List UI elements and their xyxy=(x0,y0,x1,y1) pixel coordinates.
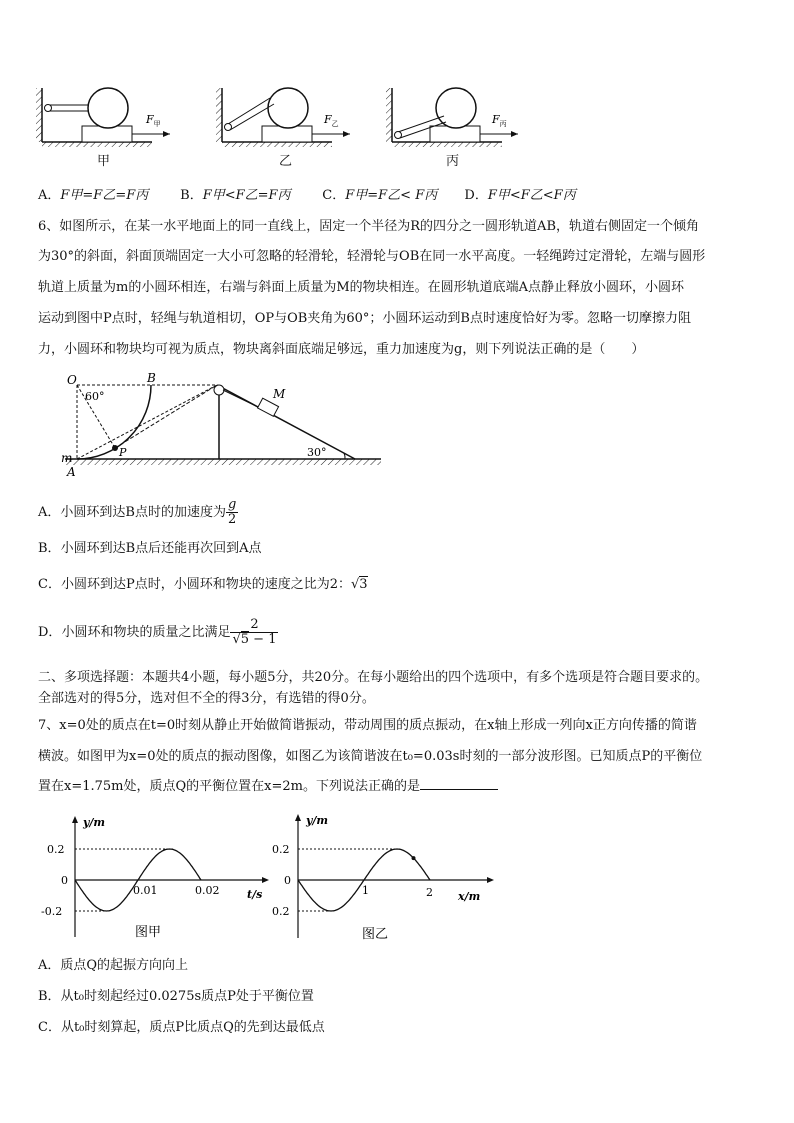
figure-yi xyxy=(216,88,350,147)
q7-line-1: 7、x=0处的质点在t=0时刻从静止开始做简谐振动，带动周围的质点振动，在x轴上形成一列向x正方向传播的简谐 xyxy=(38,718,697,733)
q6-option-a: A．小圆环到达B点时的加速度为 $\frac{g}{2}$ xyxy=(38,497,237,527)
q6-line-5: 力，小圆环和物块均可视为质点，物块离斜面底端足够远，重力加速度为g，则下列说法正确的是（ ） xyxy=(38,342,645,357)
q5-option-a: A．F甲=F乙=F丙 xyxy=(38,188,149,203)
yi-ytick-top: 0.2 xyxy=(272,843,290,856)
section2-line-2: 全部选对的得5分，选对但不全的得3分，有选错的得0分。 xyxy=(38,691,375,706)
figure-label-yi: 乙 xyxy=(279,154,293,169)
q7-option-b: B．从t₀时刻起经过0.0275s质点P处于平衡位置 xyxy=(38,989,314,1004)
yi-ylabel: y/m xyxy=(306,814,329,827)
q6-option-d: D．小圆环和物块的质量之比满足 $\frac{2}{√5 - 1}$ xyxy=(38,617,277,647)
q6-label-b: B xyxy=(147,371,156,385)
yi-xtick-2: 2 xyxy=(426,886,433,899)
q6-label-p: P xyxy=(119,446,127,459)
jia-ytick-top: 0.2 xyxy=(47,843,65,856)
q6-option-b: B．小圆环到达B点后还能再次回到A点 xyxy=(38,541,262,556)
q5-options xyxy=(38,186,576,206)
q6-line-4: 运动到图中P点时，轻绳与轨道相切，OP与OB夹角为60°；小圆环运动到B点时速度恰好为零。忽略一切摩擦力阻 xyxy=(38,311,691,326)
answer-blank xyxy=(420,777,498,790)
top-figures xyxy=(30,80,590,170)
q7-line-2: 横波。如图甲为x=0处的质点的振动图像，如图乙为该简谐波在t₀=0.03s时刻的一部分波形图。已知质点P的平衡位 xyxy=(38,749,703,764)
figure-label-jia: 甲 xyxy=(97,154,111,169)
q6-label-30: 30° xyxy=(307,446,327,459)
point-p xyxy=(412,856,416,860)
q6-label-M: M xyxy=(273,387,286,401)
jia-xlabel: t/s xyxy=(247,888,263,901)
section2-line-1: 二、多项选择题：本题共4小题，每小题5分，共20分。在每小题给出的四个选项中，有多个选项是符合题目要求的。 xyxy=(38,670,709,685)
figure-label-bing: 丙 xyxy=(446,154,460,169)
q6-option-c: C．小圆环到达P点时，小圆环和物块的速度之比为2：√3 xyxy=(38,577,368,592)
q7-option-c: C．从t₀时刻算起，质点P比质点Q的先到达最低点 xyxy=(38,1020,325,1035)
jia-ytick-bottom: -0.2 xyxy=(41,905,63,918)
q7-option-a: A．质点Q的起振方向向上 xyxy=(38,958,189,973)
jia-caption: 图甲 xyxy=(135,925,162,940)
yi-ytick-bottom: 0.2 xyxy=(272,905,290,918)
q6-line-3: 轨道上质量为m的小圆环相连，右端与斜面上质量为M的物块相连。在圆形轨道底端A点静止释放小圆环，小圆环 xyxy=(38,280,685,295)
q6-label-m: m xyxy=(61,451,73,465)
yi-ytick-zero: 0 xyxy=(284,874,291,887)
figure-jia xyxy=(36,88,170,147)
jia-xtick-1: 0.01 xyxy=(133,884,158,897)
force-label-jia: $F_甲$ xyxy=(146,113,161,128)
jia-xtick-2: 0.02 xyxy=(195,884,220,897)
yi-caption: 图乙 xyxy=(362,927,389,942)
q5-option-b: B．F甲<F乙=F丙 xyxy=(180,188,291,203)
q6-label-a: A xyxy=(67,465,76,479)
q6-line-1: 6、如图所示，在某一水平地面上的同一直线上，固定一个半径为R的四分之一圆形轨道AB，轨道右侧固定一个倾角 xyxy=(38,219,700,234)
q6-line-2: 为30°的斜面，斜面顶端固定一大小可忽略的轻滑轮，轻滑轮与OB在同一水平高度。一轻绳跨过定滑轮，左端与圆形 xyxy=(38,249,706,264)
figure-bing xyxy=(386,88,518,147)
yi-xtick-1: 1 xyxy=(362,884,369,897)
jia-ytick-zero: 0 xyxy=(61,874,68,887)
q6-label-o: O xyxy=(67,373,77,387)
q6-label-60: 60° xyxy=(85,390,105,403)
jia-ylabel: y/m xyxy=(83,816,106,829)
yi-xlabel: x/m xyxy=(458,890,481,903)
q7-line-3: 置在x=1.75m处，质点Q的平衡位置在x=2m。下列说法正确的是 xyxy=(38,777,498,797)
q5-option-c: C．F甲=F乙< F丙 xyxy=(322,188,438,203)
q5-option-d: D．F甲<F乙<F丙 xyxy=(464,188,576,203)
force-label-yi: $F_乙$ xyxy=(324,113,339,128)
graph-jia xyxy=(35,812,275,942)
q6-figure xyxy=(55,370,385,480)
graph-yi xyxy=(268,810,498,945)
force-label-bing: $F_丙$ xyxy=(492,113,507,128)
